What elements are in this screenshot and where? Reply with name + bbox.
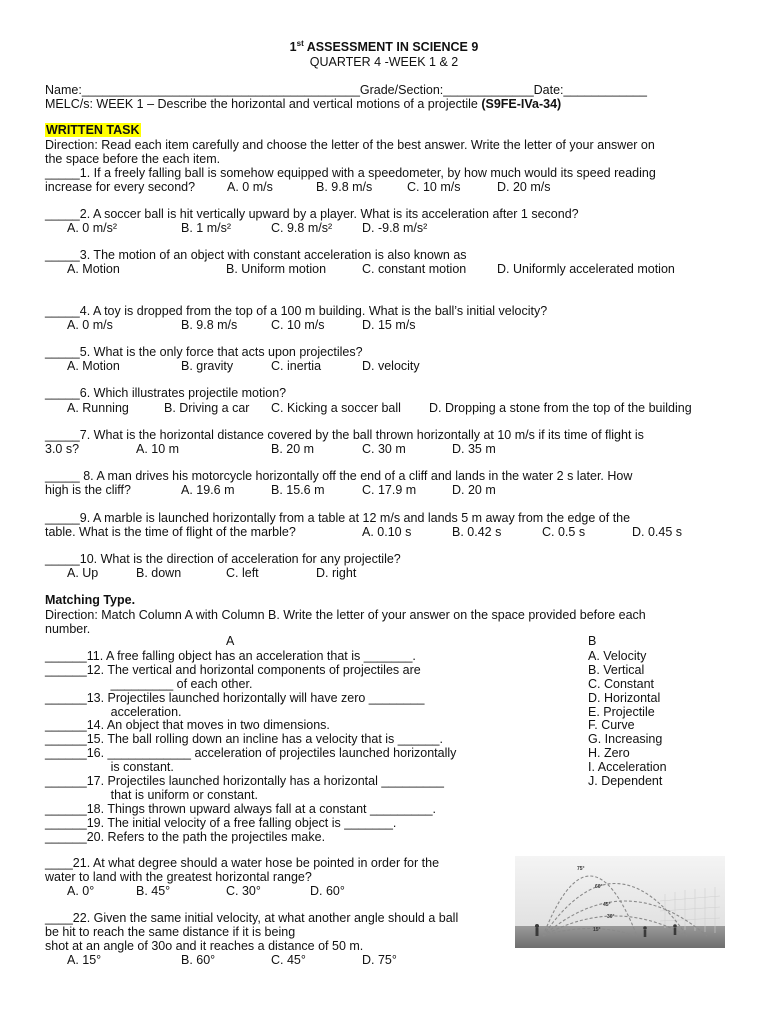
angle-label: 30° [607,914,615,920]
q8-option: D. 20 m [452,483,496,497]
angle-label: 15° [593,927,601,933]
question-7: _____7. What is the horizontal distance covered by the ball thrown horizontally at 10 m/s if its time of flight is [45,428,644,442]
question-3: _____3. The motion of an object with constant acceleration is also known as [45,248,467,262]
q5-option: C. inertia [271,359,322,373]
written-task-heading: WRITTEN TASK [46,123,140,137]
angle-label: 75° [577,866,585,872]
choice-item: G. Increasing [588,732,663,746]
melc-line: MELC/s: WEEK 1 – Describe the horizontal and vertical motions of a projectile (S9FE-IVa-34) [45,97,562,111]
q1-option: C. 10 m/s [407,180,461,194]
question-22: shot at an angle of 30o and it reaches a distance of 50 m. [45,939,364,953]
choice-item: A. Velocity [588,649,647,663]
q4-option: D. 15 m/s [362,318,416,332]
matching-item: ______14. An object that moves in two dimensions. [45,718,330,732]
column-b-header: B [588,634,597,648]
q4-option: C. 10 m/s [271,318,325,332]
kicker-player [536,928,539,936]
choice-item: I. Acceleration [588,760,667,774]
q3-option: C. constant motion [362,262,467,276]
question-8: high is the cliff? [45,483,131,497]
quarter-subtitle: QUARTER 4 -WEEK 1 & 2 [309,55,459,69]
matching-item: ______17. Projectiles launched horizontally has a horizontal _________ [45,774,444,788]
player [674,928,677,935]
matching-item: ______20. Refers to the path the projectiles make. [45,830,326,844]
q1-option: B. 9.8 m/s [316,180,373,194]
question-1: _____1. If a freely falling ball is somehow equipped with a speedometer, by how much would its speed reading [45,166,656,180]
matching-item: ______11. A free falling object has an acceleration that is _______. [45,649,416,663]
q8-option: A. 19.6 m [181,483,235,497]
q9-option: C. 0.5 s [542,525,586,539]
question-1: increase for every second? [45,180,196,194]
q6-option: B. Driving a car [164,401,250,415]
matching-heading: Matching Type. [45,593,136,607]
angle-label: 60° [595,884,603,890]
q4-option: B. 9.8 m/s [181,318,238,332]
q10-option: B. down [136,566,182,580]
question-9: table. What is the time of flight of the marble? [45,525,296,539]
matching-direction: Direction: Match Column A with Column B. Write the letter of your answer on the space provided before each [45,608,646,622]
matching-item: ______19. The initial velocity of a free falling object is _______. [45,816,397,830]
choice-item: C. Constant [588,677,655,691]
q3-option: B. Uniform motion [226,262,327,276]
q22-option: C. 45° [271,953,306,967]
q2-option: D. -9.8 m/s² [362,221,428,235]
column-a-header: A [226,634,235,648]
matching-item: ______16. ____________ acceleration of projectiles launched horizontally [45,746,457,760]
player [643,926,647,930]
matching-item: acceleration. [62,705,182,719]
question-10: _____10. What is the direction of acceleration for any projectile? [45,552,401,566]
q5-option: D. velocity [362,359,420,373]
q9-option: B. 0.42 s [452,525,502,539]
q4-option: A. 0 m/s [67,318,113,332]
q21-option: B. 45° [136,884,171,898]
question-4: _____4. A toy is dropped from the top of a 100 m building. What is the ball’s initial velocity? [45,304,548,318]
question-2: _____2. A soccer ball is hit vertically upward by a player. What is its acceleration after 1 second? [45,207,579,221]
question-21: water to land with the greatest horizontal range? [45,870,312,884]
q5-option: A. Motion [67,359,120,373]
q7-option: A. 10 m [136,442,180,456]
question-7: 3.0 s? [45,442,80,456]
q7-option: B. 20 m [271,442,315,456]
name-grade-date-line: Name:________________________________________Grade/Section:_____________Date:____________ [45,83,647,97]
question-22: be hit to reach the same distance if it is being [45,925,296,939]
matching-item: _________ of each other. [62,677,253,691]
q1-option: D. 20 m/s [497,180,551,194]
q22-option: D. 75° [362,953,397,967]
question-21: ____21. At what degree should a water hose be pointed in order for the [45,856,440,870]
q8-option: B. 15.6 m [271,483,325,497]
matching-item: ______12. The vertical and horizontal components of projectiles are [45,663,421,677]
matching-item: ______18. Things thrown upward always fall at a constant _________. [45,802,437,816]
q21-option: C. 30° [226,884,261,898]
choice-item: B. Vertical [588,663,645,677]
choice-item: F. Curve [588,718,635,732]
question-6: _____6. Which illustrates projectile motion? [45,386,287,400]
q9-option: A. 0.10 s [362,525,412,539]
q6-option: A. Running [67,401,129,415]
choice-item: H. Zero [588,746,630,760]
written-task-direction: Direction: Read each item carefully and choose the letter of the best answer. Write the letter of your answer on [45,138,655,152]
matching-item: ______13. Projectiles launched horizontally will have zero ________ [45,691,425,705]
q5-option: B. gravity [181,359,234,373]
written-task-direction: the space before the each item. [45,152,221,166]
question-22: ____22. Given the same initial velocity, at what another angle should a ball [45,911,459,925]
matching-item: ______15. The ball rolling down an incline has a velocity that is ______. [45,732,443,746]
q22-option: A. 15° [67,953,102,967]
kicker-player [535,924,539,928]
choice-item: E. Projectile [588,705,655,719]
q2-option: B. 1 m/s² [181,221,232,235]
matching-item: that is uniform or constant. [62,788,258,802]
q1-option: A. 0 m/s [227,180,273,194]
q2-option: C. 9.8 m/s² [271,221,333,235]
player [644,930,647,937]
projectile-angles-photo [515,856,725,948]
matching-item: is constant. [62,760,174,774]
choice-item: D. Horizontal [588,691,661,705]
q7-option: D. 35 m [452,442,496,456]
question-8: _____ 8. A man drives his motorcycle horizontally off the end of a cliff and lands in the water 2 s later. How [45,469,633,483]
q2-option: A. 0 m/s² [67,221,118,235]
q6-option: C. Kicking a soccer ball [271,401,401,415]
player [673,924,677,928]
q3-option: D. Uniformly accelerated motion [497,262,675,276]
q21-option: A. 0° [67,884,95,898]
q7-option: C. 30 m [362,442,406,456]
q21-option: D. 60° [310,884,345,898]
q8-option: C. 17.9 m [362,483,417,497]
q10-option: A. Up [67,566,99,580]
question-5: _____5. What is the only force that acts upon projectiles? [45,345,363,359]
q10-option: D. right [316,566,357,580]
assessment-title: 1st ASSESSMENT IN SCIENCE 9 [289,38,479,54]
q10-option: C. left [226,566,259,580]
q9-option: D. 0.45 s [632,525,683,539]
q22-option: B. 60° [181,953,216,967]
q6-option: D. Dropping a stone from the top of the building [429,401,692,415]
question-9: _____9. A marble is launched horizontally from a table at 12 m/s and lands 5 m away from the edge of the [45,511,631,525]
field-ground [515,926,725,948]
q3-option: A. Motion [67,262,120,276]
matching-direction: number. [45,622,91,636]
angle-label: 45° [603,902,611,908]
choice-item: J. Dependent [588,774,663,788]
